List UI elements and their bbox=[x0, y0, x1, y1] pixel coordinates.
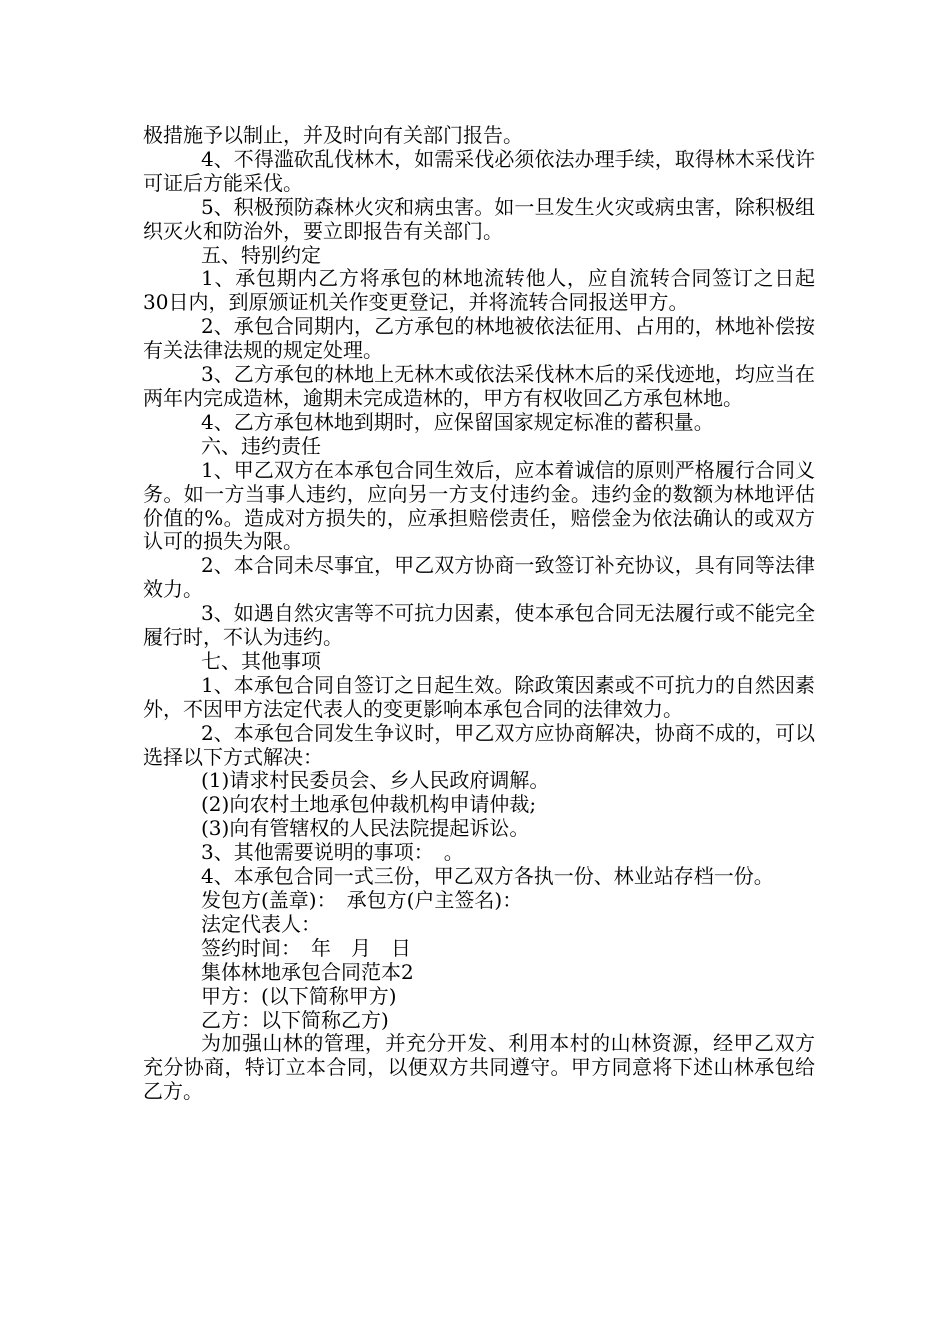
special-clause-3: 3、乙方承包的林地上无林木或依法采伐林木后的采伐迹地，均应当在两年内完成造林，逾期未完成造林的，甲方有权收回乙方承包林地。 bbox=[143, 362, 815, 410]
dispute-option-1: (1)请求村民委员会、乡人民政府调解。 bbox=[201, 768, 550, 793]
other-clause-2: 2、本承包合同发生争议时，甲乙双方应协商解决，协商不成的，可以选择以下方式解决： bbox=[143, 720, 815, 769]
dispute-option-3: (3)向有管辖权的人民法院提起诉讼。 bbox=[201, 816, 530, 841]
party-a: 甲方：(以下简称甲方) bbox=[201, 983, 397, 1008]
signature-parties: 发包方(盖章)： 承包方(户主签名)： bbox=[201, 888, 523, 912]
clause-4-no-illegal-logging: 4、不得滥砍乱伐林木，如需采伐必须依法办理手续，取得林木采伐许可证后方能采伐。 bbox=[143, 146, 815, 195]
paragraph-continuation: 极措施予以制止，并及时向有关部门报告。 bbox=[143, 123, 523, 147]
party-b: 乙方：以下简称乙方) bbox=[201, 1007, 389, 1032]
signing-date: 签约时间： 年 月 日 bbox=[201, 935, 411, 960]
legal-representative: 法定代表人： bbox=[201, 911, 321, 936]
special-clause-2: 2、承包合同期内，乙方承包的林地被依法征用、占用的，林地补偿按有关法律法规的规定处理。 bbox=[143, 314, 815, 363]
section-heading-special-terms: 五、特别约定 bbox=[201, 242, 321, 267]
dispute-option-2: (2)向农村土地承包仲裁机构申请仲裁; bbox=[201, 792, 537, 817]
special-clause-4: 4、乙方承包林地到期时，应保留国家规定标准的蓄积量。 bbox=[201, 409, 714, 434]
section-heading-other-matters: 七、其他事项 bbox=[201, 648, 321, 673]
template-2-title: 集体林地承包合同范本2 bbox=[201, 959, 414, 984]
liability-clause-2: 2、本合同未尽事宜，甲乙双方协商一致签订补充协议，具有同等法律效力。 bbox=[143, 553, 815, 602]
preamble: 为加强山林的管理，并充分开发、利用本村的山林资源，经甲乙双方充分协商，特订立本合同，以便双方共同遵守。甲方同意将下述山林承包给乙方。 bbox=[143, 1031, 815, 1104]
other-clause-4: 4、本承包合同一式三份，甲乙双方各执一份、林业站存档一份。 bbox=[201, 864, 774, 889]
document-page bbox=[143, 124, 815, 1104]
clause-5-fire-pest-prevention: 5、积极预防森林火灾和病虫害。如一旦发生火灾或病虫害，除积极组织灭火和防治外，要立即报告有关部门。 bbox=[143, 194, 815, 243]
liability-clause-3: 3、如遇自然灾害等不可抗力因素，使本承包合同无法履行或不能完全履行时，不认为违约。 bbox=[143, 601, 815, 650]
section-heading-liability: 六、违约责任 bbox=[201, 433, 321, 458]
other-clause-3: 3、其他需要说明的事项： 。 bbox=[201, 840, 464, 865]
liability-clause-1: 1、甲乙双方在本承包合同生效后，应本着诚信的原则严格履行合同义务。如一方当事人违约，应向另一方支付违约金。违约金的数额为林地评估价值的%。造成对方损失的，应承担赔偿责任，赔偿金为依法确认的或双方认可的损失为限。 bbox=[143, 457, 815, 554]
special-clause-1: 1、承包期内乙方将承包的林地流转他人，应自流转合同签订之日起30日内，到原颁证机关作变更登记，并将流转合同报送甲方。 bbox=[143, 266, 815, 315]
other-clause-1: 1、本承包合同自签订之日起生效。除政策因素或不可抗力的自然因素外，不因甲方法定代表人的变更影响本承包合同的法律效力。 bbox=[143, 672, 815, 721]
